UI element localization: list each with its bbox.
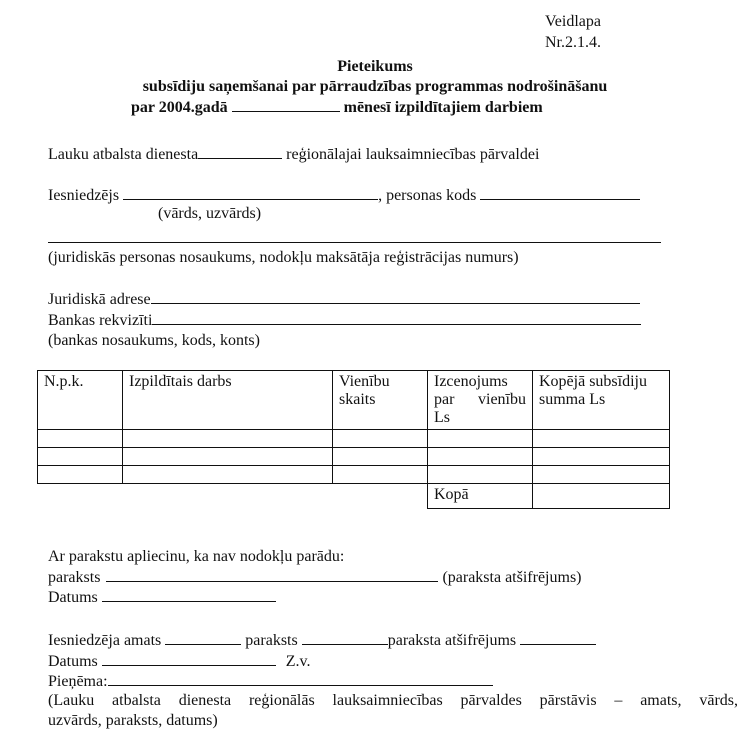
date-label: Datums [48, 589, 98, 606]
date-field-2[interactable] [102, 651, 276, 666]
signature-decode-field-2[interactable] [520, 630, 596, 645]
col-header-total: Kopējā subsīdiju summa Ls [533, 371, 670, 430]
stamp-label: Z.v. [285, 653, 311, 670]
legal-address-label: Juridiskā adrese [48, 291, 151, 308]
table-cell[interactable] [38, 466, 123, 484]
table-cell[interactable] [38, 430, 123, 448]
legal-hint: (juridiskās personas nosaukums, nodokļu maksātāja reģistrācijas numurs) [48, 249, 519, 266]
signature-decode-label-2: paraksta atšifrējums [387, 632, 517, 649]
table-row [38, 448, 670, 466]
month-field[interactable] [232, 97, 340, 112]
applicant-field[interactable] [123, 185, 378, 200]
subtitle-period-post: mēnesī izpildītajiem darbiem [343, 99, 543, 116]
bank-hint: (bankas nosaukums, kods, konts) [48, 332, 260, 349]
signature-field[interactable] [106, 567, 438, 582]
legal-address-field[interactable] [151, 289, 640, 304]
table-cell[interactable] [333, 430, 428, 448]
works-table [37, 370, 670, 509]
service-label-post: reģionālajai lauksaimniecības pārvaldei [286, 146, 540, 163]
form-label: Veidlapa [545, 13, 601, 30]
table-row [38, 466, 670, 484]
accepted-label: Pieņēma: [48, 673, 108, 690]
footer-line-2: uzvārds, paraksts, datums) [48, 712, 218, 729]
personal-code-field[interactable] [480, 185, 640, 200]
certify-text: Ar parakstu apliecinu, ka nav nodokļu parādu: [48, 548, 345, 565]
signature-line [48, 567, 582, 587]
col-header-price: Izcenojums par vienību Ls [428, 371, 533, 430]
table-header-row [38, 371, 670, 430]
date-field[interactable] [102, 587, 276, 602]
position-label: Iesniedzēja amats [48, 632, 162, 649]
table-cell[interactable] [428, 448, 533, 466]
total-label: Kopā [428, 484, 533, 509]
service-label: Lauku atbalsta dienesta [48, 146, 199, 163]
table-cell[interactable] [533, 466, 670, 484]
signature-field-2[interactable] [302, 630, 388, 645]
subtitle-period-pre: par 2004.gadā [131, 99, 228, 116]
date-label-2: Datums [48, 653, 98, 670]
document-title: Pieteikums [337, 58, 413, 75]
date-line-2 [48, 651, 311, 671]
signature-label-2: paraksts [245, 632, 298, 649]
service-line [48, 144, 539, 164]
form-number: Nr.2.1.4. [545, 34, 601, 51]
table-cell[interactable] [38, 448, 123, 466]
service-field[interactable] [198, 144, 282, 159]
table-total-row [38, 484, 670, 509]
bank-line [48, 310, 641, 330]
footer-line-1: (Lauku atbalsta dienesta reģionālās lauksaimniecības pārvaldes pārstāvis – amats, vārds, [48, 692, 738, 709]
table-spacer [38, 484, 123, 509]
document-subtitle-period [131, 97, 543, 117]
personal-code-label: , personas kods [378, 187, 477, 204]
bank-field[interactable] [152, 310, 641, 325]
table-cell[interactable] [533, 430, 670, 448]
table-cell[interactable] [333, 466, 428, 484]
signature-decode-label: (paraksta atšifrējums) [442, 569, 582, 586]
table-spacer [123, 484, 333, 509]
applicant-line [48, 185, 640, 205]
table-cell[interactable] [123, 430, 333, 448]
position-line [48, 630, 596, 650]
legal-address-line [48, 289, 640, 309]
signature-label: paraksts [48, 569, 101, 586]
bank-label: Bankas rekvizīti [48, 312, 153, 329]
table-cell[interactable] [533, 448, 670, 466]
table-cell[interactable] [428, 430, 533, 448]
col-header-number: N.p.k. [38, 371, 123, 430]
applicant-label: Iesniedzējs [48, 187, 120, 204]
name-hint: (vārds, uzvārds) [158, 205, 262, 222]
date-line [48, 587, 276, 607]
document-subtitle: subsīdiju saņemšanai par pārraudzības programmas nodrošināšanu [142, 78, 608, 95]
table-cell[interactable] [333, 448, 428, 466]
col-header-units: Vienību skaits [333, 371, 428, 430]
table-cell[interactable] [123, 466, 333, 484]
table-cell[interactable] [428, 466, 533, 484]
accepted-field[interactable] [108, 671, 493, 686]
col-header-work: Izpildītais darbs [123, 371, 333, 430]
table-spacer [333, 484, 428, 509]
total-value-cell[interactable] [533, 484, 670, 509]
table-cell[interactable] [123, 448, 333, 466]
position-field[interactable] [165, 630, 241, 645]
accepted-line [48, 671, 493, 691]
table-row [38, 430, 670, 448]
legal-entity-field[interactable] [48, 228, 661, 243]
